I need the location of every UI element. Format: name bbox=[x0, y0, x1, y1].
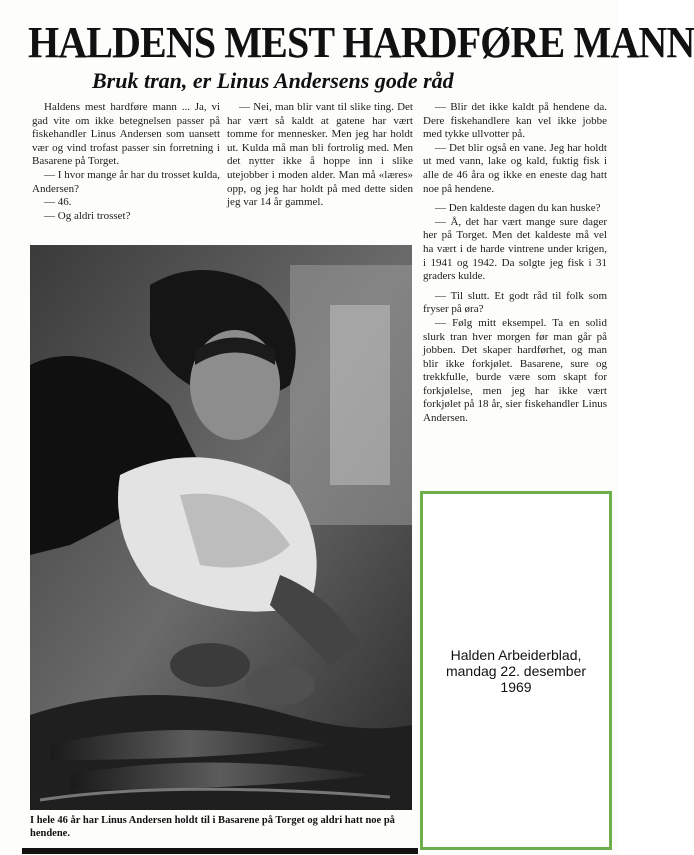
divider-rule bbox=[22, 848, 418, 854]
source-citation-box bbox=[420, 491, 612, 850]
paragraph: — Den kaldeste dagen du kan huske? bbox=[435, 202, 601, 215]
photo-caption: I hele 46 år har Linus Andersen holdt til i Basarene på Torget og aldri hatt noe på hendene. bbox=[30, 815, 395, 839]
paragraph: — Og aldri trosset? bbox=[44, 209, 131, 222]
fishmonger-photo-illustration bbox=[30, 245, 412, 810]
paragraph: — Det blir også en vane. Jeg har holdt ut med vann, lake og kald, fuktig fisk i alle de 46 åra og ikke en eneste dag hatt noe på hendene. bbox=[423, 141, 607, 195]
article-column-3 bbox=[423, 101, 607, 426]
paragraph: — Å, det har vært mange sure dager her på Torget. Men det kaldeste må vel ha vært i de harde vintrene under krigen, i 1941 og 1942. Da solgte jeg fisk i 31 graders kulde. bbox=[423, 215, 607, 283]
subheadline: Bruk tran, er Linus Andersens gode råd bbox=[92, 68, 454, 93]
article-column-2 bbox=[227, 101, 413, 210]
paragraph: — Nei, man blir vant til slike ting. Det har vært så kaldt at gatene har vært tomme for mennesker. Men jeg har holdt ut. Kulda må man bli fortrolig med. Men det nytter ikke å hoppe inn i slike utejobber i moden alder. Man må «læres» opp, og jeg har holdt på med dette siden jeg var 14 år gammel. bbox=[227, 101, 413, 209]
paragraph: — Til slutt. Et godt råd til folk som fryser på øra? bbox=[423, 289, 607, 316]
source-citation-text: Halden Arbeiderblad, mandag 22. desember 1969 bbox=[445, 646, 587, 695]
headline: HALDENS MEST HARDFØRE MANN bbox=[28, 18, 694, 67]
paragraph: Haldens mest hardføre mann ... Ja, vi gad vite om ikke betegnelsen passer på fiskehandler Linus Andersen som uansett vær og vind trofast passer sin forretning i Basarene på Torget. bbox=[32, 101, 220, 168]
paragraph: — I hvor mange år har du trosset kulda, Andersen? bbox=[32, 168, 220, 195]
article-column-1 bbox=[32, 101, 220, 223]
paragraph: — Følg mitt eksempel. Ta en solid slurk tran hver morgen før man går på jobben. Det skaper hardførhet, og man blir ikke forkjølet. Basarene, sure og trekkfulle, burde være som skapt for forkjølelse, men jeg har ikke vært forkjølet på 18 år, sier fiskehandler Linus Andersen. bbox=[423, 316, 607, 425]
paragraph: — 46. bbox=[44, 196, 72, 209]
paragraph: — Blir det ikke kaldt på hendene da. Dere fiskehandlere kan vel ikke jobbe med tykke ullvotter på. bbox=[423, 101, 607, 141]
article-photo bbox=[30, 245, 412, 810]
